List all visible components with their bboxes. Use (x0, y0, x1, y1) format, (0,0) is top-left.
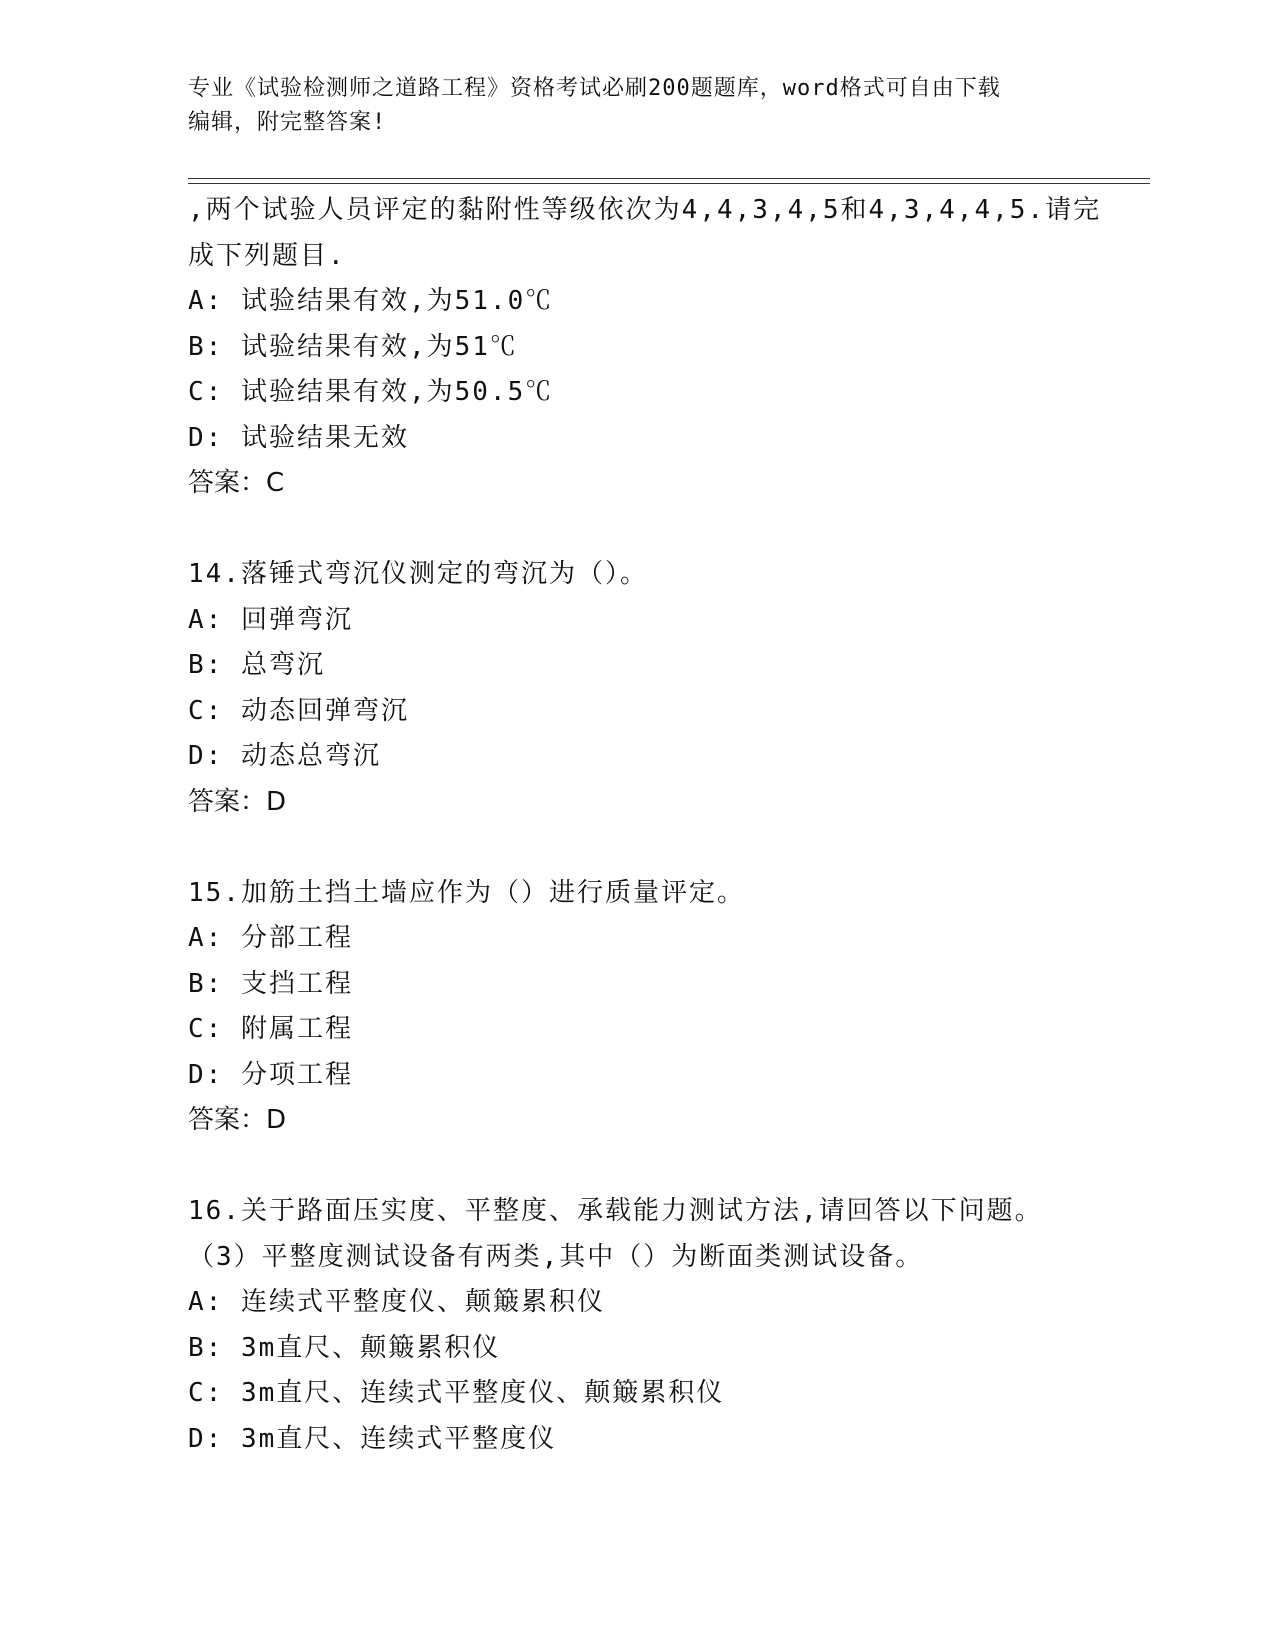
answer: 答案：D (188, 1105, 287, 1135)
question-text: 16.关于路面压实度、平整度、承载能力测试方法,请回答以下问题。 (188, 1196, 1043, 1226)
answer: 答案：D (188, 786, 287, 817)
question-text: ,两个试验人员评定的黏附性等级依次为4,4,3,4,5和4,3,4,4,5.请完 (188, 195, 1102, 225)
question-text: 15.加筋土挡土墙应作为（）进行质量评定。 (188, 877, 745, 908)
option-b: B: 支挡工程 (188, 968, 353, 999)
option-a: A: 试验结果有效,为51.0℃ (188, 286, 554, 316)
option-d: D: 3m直尺、连续式平整度仪 (188, 1423, 557, 1454)
question-13 (188, 188, 1102, 507)
question-text: （3）平整度测试设备有两类,其中（）为断面类测试设备。 (188, 1241, 924, 1272)
option-b: B: 3m直尺、颠簸累积仪 (188, 1332, 501, 1363)
question-list (188, 188, 1102, 1462)
question-text: 14.落锤式弯沉仪测定的弯沉为（）。 (188, 559, 648, 589)
option-a: A: 分部工程 (188, 923, 353, 953)
option-d: D: 分项工程 (188, 1059, 353, 1090)
answer: 答案：C (188, 468, 285, 498)
option-c: C: 3m直尺、连续式平整度仪、颠簸累积仪 (188, 1378, 725, 1408)
option-a: A: 连续式平整度仪、颠簸累积仪 (188, 1287, 605, 1317)
option-c: C: 附属工程 (188, 1014, 353, 1044)
spacer (188, 825, 1088, 871)
spacer (188, 1144, 1088, 1190)
question-text: 成下列题目. (188, 240, 346, 271)
option-a: A: 回弹弯沉 (188, 604, 353, 635)
question-15 (188, 871, 1088, 1144)
header-divider-top (188, 178, 1150, 179)
header-line-2: 编辑，附完整答案! (188, 110, 387, 135)
option-c: C: 试验结果有效,为50.5℃ (188, 377, 554, 407)
option-b: B: 总弯沉 (188, 650, 325, 680)
option-c: C: 动态回弹弯沉 (188, 695, 409, 726)
question-14 (188, 552, 1088, 825)
option-d: D: 试验结果无效 (188, 422, 409, 453)
spacer (188, 507, 1088, 553)
header-line-1: 专业《试验检测师之道路工程》资格考试必刷200题题库，word格式可自由下载 (188, 76, 1001, 101)
header-divider-bottom (188, 183, 1150, 184)
option-d: D: 动态总弯沉 (188, 741, 381, 771)
document-header (188, 72, 1088, 140)
option-b: B: 试验结果有效,为51℃ (188, 331, 518, 362)
question-16 (188, 1189, 1088, 1462)
